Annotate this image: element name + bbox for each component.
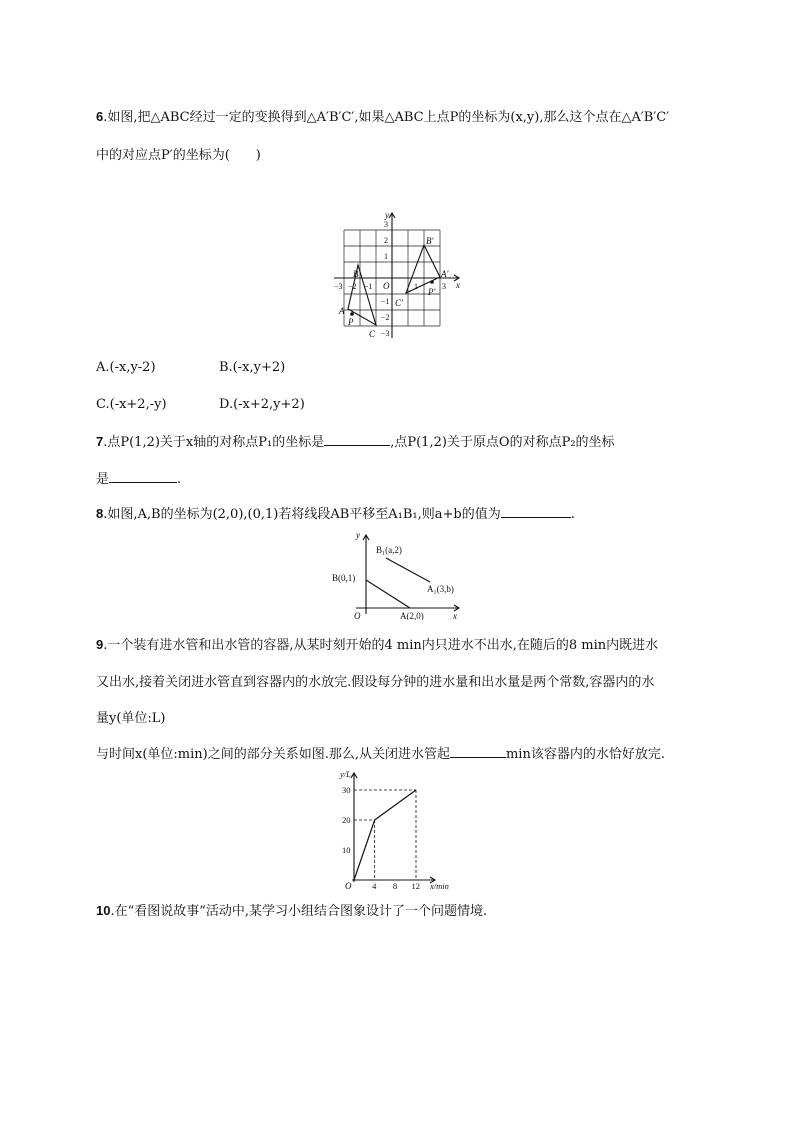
- q6-option-c: C.(-x+2,-y): [96, 397, 167, 412]
- q6-origin-label: O: [383, 281, 390, 291]
- q10-line1: [96, 900, 487, 919]
- q9-ylabel: y/L: [340, 769, 351, 779]
- q9-series-line: [354, 790, 416, 880]
- q9-line1: [96, 634, 658, 653]
- q10-text-1: .在“看图说故事”活动中,某学习小组结合图象设计了一个问题情境.: [110, 904, 488, 919]
- q8-answer-blank[interactable]: [501, 505, 571, 518]
- q8-origin-label: O: [354, 611, 361, 620]
- q8-axis-x-label: x: [453, 611, 457, 620]
- q7-text-1b: ,点P(1,2)关于原点O的对称点P₂的坐标: [390, 435, 615, 450]
- q6-option-b: B.(-x,y+2): [219, 360, 286, 375]
- q9-origin-label: O: [345, 881, 352, 891]
- q7-answer-blank-2[interactable]: [109, 470, 177, 483]
- q6-y-tick: −1: [381, 297, 390, 306]
- q6-coordinate-grid: [328, 206, 468, 342]
- q6-line2: 中的对应点P′的坐标为( ): [96, 148, 261, 163]
- q6-option-a: A.(-x,y-2): [96, 360, 156, 375]
- q8-line1: [96, 503, 575, 522]
- q9-line4: [96, 743, 665, 762]
- q9-x-tick-label: 8: [392, 881, 398, 891]
- q9-y-tick-label: 20: [342, 815, 351, 825]
- q7-number: 7: [96, 434, 104, 449]
- q8-point-A1-label: A₁(3,b): [427, 584, 454, 594]
- q6-point-B-label: B: [353, 269, 359, 279]
- q6-y-tick: 2: [384, 236, 388, 245]
- q9-x-tick-label: 4: [372, 881, 377, 891]
- q9-text-4a: 与时间x(单位:min)之间的部分关系如图.那么,从关闭进水管起: [96, 747, 450, 762]
- q7-text-2b: .: [177, 472, 182, 487]
- q9-line2: 又出水,接着关闭进水管直到容器内的水放完.假设每分钟的进水量和出水量是两个常数,容器内的水: [96, 675, 655, 690]
- q6-point-A1-label: A′: [441, 269, 449, 279]
- q9-y-tick-label: 30: [342, 785, 351, 795]
- q8-text-1b: .: [570, 507, 575, 522]
- q6-y-tick: −2: [381, 313, 390, 322]
- q6-y-tick: 3: [384, 220, 388, 229]
- q10-number: 10: [96, 903, 111, 918]
- q9-number: 9: [96, 637, 104, 652]
- q6-point-C-label: C: [369, 329, 376, 339]
- q6-number: 6: [96, 109, 104, 124]
- q6-x-tick: −3: [334, 282, 343, 291]
- q8-figure: [330, 528, 470, 624]
- q6-point-C1-label: C′: [395, 298, 403, 308]
- q9-line-chart: [334, 766, 464, 892]
- q6-y-tick: −3: [381, 329, 390, 338]
- q6-point-P-label: P: [348, 317, 354, 327]
- q9-x-tick-label: 12: [411, 881, 420, 891]
- q9-answer-blank[interactable]: [450, 745, 506, 758]
- q8-coordinate-sketch: [330, 528, 470, 620]
- q9-chart: [334, 766, 464, 896]
- q7-line1: [96, 431, 615, 450]
- q7-line2: [96, 468, 181, 487]
- q6-y-tick: 1: [384, 252, 388, 261]
- q6-axis-x-label: x: [456, 280, 460, 290]
- q6-option-d: D.(-x+2,y+2): [219, 397, 305, 412]
- q9-y-tick-label: 10: [342, 845, 351, 855]
- q8-number: 8: [96, 506, 104, 521]
- q6-point-A-label: A: [339, 306, 345, 316]
- q9-line3: 量y(单位:L): [96, 711, 166, 726]
- q6-line1: [96, 106, 669, 125]
- q9-text-1: .一个装有进水管和出水管的容器,从某时刻开始的4 min内只进水不出水,在随后的8 min内既进水: [103, 638, 659, 653]
- q6-point-B1-label: B′: [426, 236, 434, 246]
- q8-point-B1-label: B₁(a,2): [376, 545, 402, 555]
- q8-point-A-label: A(2,0): [400, 611, 424, 620]
- q7-text-2a: 是: [96, 472, 110, 487]
- q6-x-tick: −2: [348, 282, 357, 291]
- q6-figure: [328, 206, 468, 346]
- q6-text-1: .如图,把△ABC经过一定的变换得到△A′B′C′,如果△ABC上点P的坐标为(x,y),那么这个点在△A′B′C′: [103, 110, 670, 125]
- q7-answer-blank-1[interactable]: [324, 433, 390, 446]
- q6-x-tick: −1: [364, 282, 373, 291]
- q9-xlabel: x/min: [430, 881, 449, 891]
- q6-x-tick: 3: [442, 282, 446, 291]
- q7-text-1a: .点P(1,2)关于x轴的对称点P₁的坐标是: [103, 435, 325, 450]
- q6-x-tick: 1: [414, 282, 418, 291]
- q6-axis-y-label: y: [385, 210, 389, 220]
- q8-axis-y-label: y: [356, 530, 360, 540]
- q6-point-P1-label: P′: [428, 287, 436, 297]
- q8-point-B-label: B(0,1): [332, 573, 356, 583]
- q9-text-4b: min该容器内的水恰好放完.: [505, 747, 665, 762]
- q8-text-1a: .如图,A,B的坐标为(2,0),(0,1)若将线段AB平移至A₁B₁,则a+b的值为: [103, 507, 501, 522]
